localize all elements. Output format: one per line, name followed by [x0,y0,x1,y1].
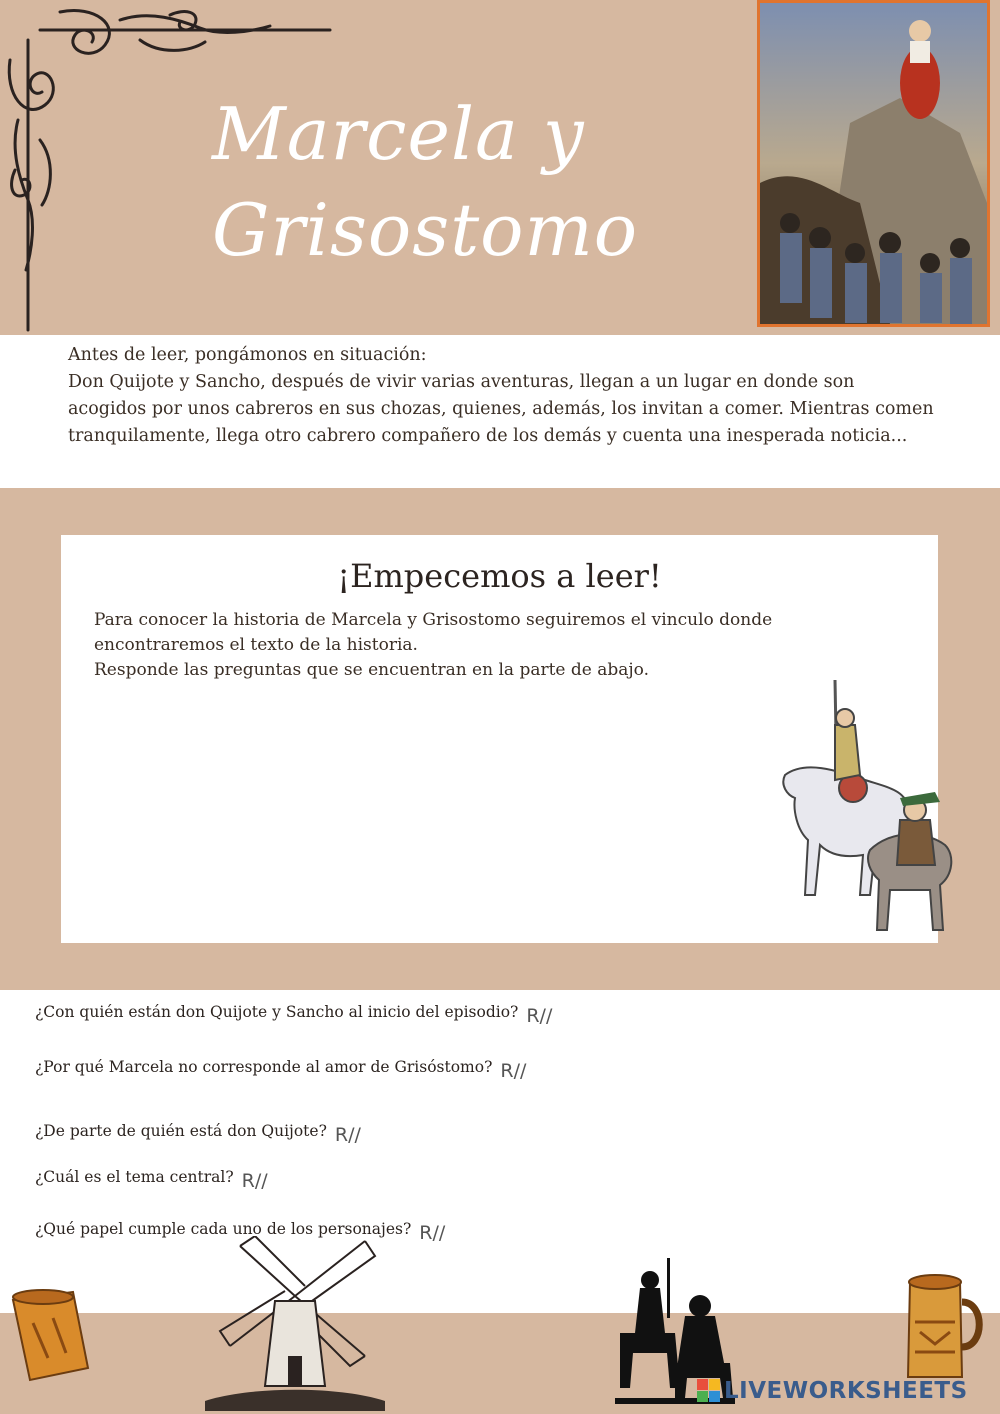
question-2-text: ¿Por qué Marcela no corresponde al amor de Grisóstomo? [35,1058,493,1076]
intro-line-1: Antes de leer, pongámonos en situación: [68,345,427,365]
card-line-2: Responde las preguntas que se encuentran en la parte de abajo. [94,660,649,680]
question-1 [35,1000,553,1027]
question-3-answer-label: R// [334,1124,361,1146]
card-line-1: Para conocer la historia de Marcela y Grisostomo seguiremos el vinculo donde encontraremos el texto de la historia. [94,610,773,655]
question-4 [35,1165,268,1192]
question-3-text: ¿De parte de quién está don Quijote? [35,1122,327,1140]
question-5-answer-label: R// [419,1222,446,1244]
question-2-answer-label: R// [500,1060,527,1082]
card-text [94,608,854,683]
title-line-2: Grisostomo [212,188,639,272]
liveworksheets-brand[interactable]: LIVEWORKSHEETS [724,1378,968,1404]
question-4-answer-label: R// [241,1170,268,1192]
question-1-text: ¿Con quién están don Quijote y Sancho al inicio del episodio? [35,1003,519,1021]
intro-line-2: Don Quijote y Sancho, después de vivir varias aventuras, llegan a un lugar en donde son acogidos por unos cabreros en sus chozas, quienes, además, los invitan a comer. Mientras comen tranquilamente, llega otro cabrero compañero de los demás y cuenta una inesperada noticia... [68,372,934,446]
question-2 [35,1055,527,1082]
page-title [212,86,732,278]
don-quijote-sancho-illustration [775,680,965,945]
intro-text [68,342,938,450]
card-title: ¡Empecemos a leer! [337,557,662,595]
right-mug-icon [890,1272,990,1387]
left-mug-icon [8,1288,98,1388]
marcela-painting-image [757,0,990,327]
question-1-answer-label: R// [526,1005,553,1027]
question-4-text: ¿Cuál es el tema central? [35,1168,234,1186]
title-line-1: Marcela y [212,92,585,176]
question-3 [35,1119,361,1146]
question-5-text: ¿Qué papel cumple cada uno de los personajes? [35,1220,412,1238]
liveworksheets-logo-icon [697,1379,721,1403]
windmill-icon [200,1236,390,1411]
